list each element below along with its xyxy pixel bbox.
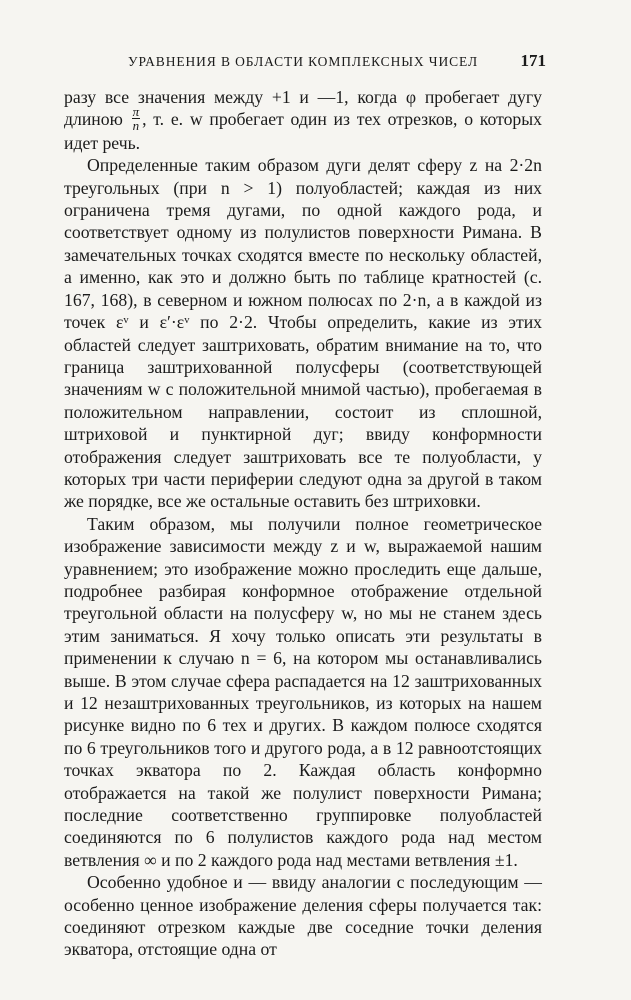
header-title: УРАВНЕНИЯ В ОБЛАСТИ КОМПЛЕКСНЫХ ЧИСЕЛ (128, 54, 479, 69)
fraction-numerator: π (132, 103, 140, 119)
paragraph-2: Определенные таким образом дуги делят сферу z на 2·2n треугольных (при n > 1) полуобластей; каждая из них ограничена тремя дугами, по одной каждого рода, и соответствует одному из полулистов поверхности Римана. В замечательных точках сходятся вместе по нескольку областей, а именно, как это и должно быть по таблице кратностей (с. 167, 168), в северном и южном полюсах по 2·n, а в каждой из точек εᵛ и ε′·εᵛ по 2·2. Чтобы определить, какие из этих областей следует заштриховать, обратим внимание на то, что граница заштрихованной полусферы (соответствующей значениям w с положительной мнимой частью), пробегаемая в положительном направлении, состоит из сплошной, штриховой и пунктирной дуг; ввиду конформности отображения следует заштриховать все те полуобласти, у которых три части периферии следуют одна за другой в таком же порядке, все же остальные оставить без штриховки. (64, 155, 542, 512)
fraction-denominator: n (132, 117, 140, 133)
paragraph-1-end: , т. е. w пробегает один из тех отрезков, о которых идет речь. (64, 109, 542, 153)
paragraph-3: Таким образом, мы получили полное геометрическое изображение зависимости между z и w, выражаемой нашим уравнением; это изображение можно проследить еще дальше, подробнее разбирая конформное отображение отдельной треугольной области на полусферу w, но мы не станем здесь этим заниматься. Я хочу только описать эти результаты в применении к случаю n = 6, на котором мы останавливались выше. В этом случае сфера распадается на 12 заштрихованных и 12 незаштрихованных треугольников, из которых на нашем рисунке видно по 6 тех и других. В каждом полюсе сходятся по 6 треугольников того и другого рода, а в 12 равноотстоящих точках экватора по 2. Каждая область конформно отображается на такой же полулист поверхности Римана; последние соответственно группировке полуобластей соединяются по 6 полулистов каждого рода над местом ветвления ∞ и по 2 каждого рода над местами ветвления ±1. (64, 513, 542, 870)
running-header (64, 46, 546, 74)
body-text (64, 86, 542, 961)
fraction-pi-over-n (132, 105, 141, 132)
paragraph-1 (64, 86, 542, 154)
book-page (64, 46, 546, 961)
paragraph-1-start: разу все значения между +1 и —1, когда φ пробегает дугу длиною (64, 87, 542, 130)
page-number: 171 (520, 51, 546, 70)
paragraph-4: Особенно удобное и — ввиду аналогии с последующим — особенно ценное изображение деления сферы получается так: соединяют отрезком каждые две соседние точки деления экватора, отстоящие одна от (64, 872, 542, 960)
